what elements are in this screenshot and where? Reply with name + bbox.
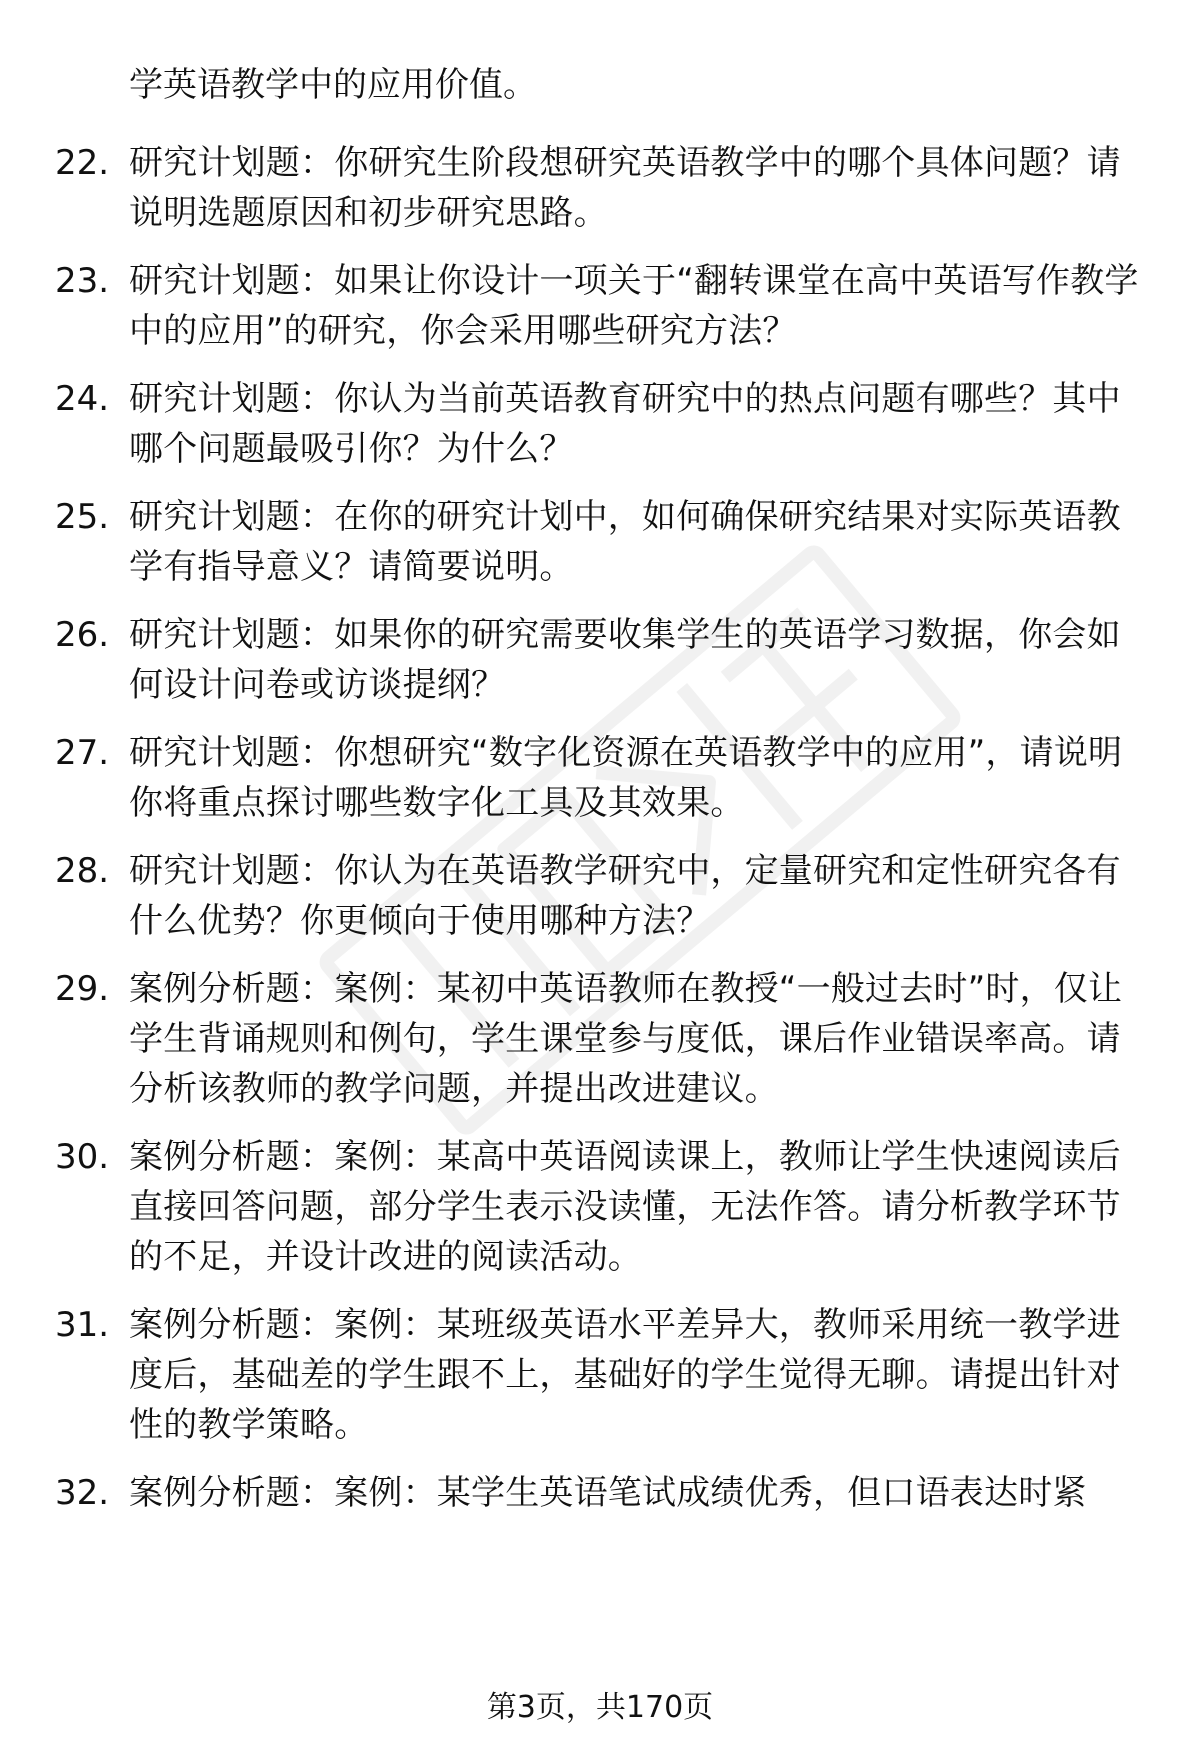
list-item [55,1468,1145,1518]
question-number: 22. [55,143,110,183]
question-text: 研究计划题：你认为在英语教学研究中，定量研究和定性研究各有什么优势？你更倾向于使用哪种方法？ [129,851,1121,941]
question-number: 27. [55,733,110,773]
list-item [55,610,1145,710]
list-item [55,728,1145,828]
question-text: 案例分析题：案例：某初中英语教师在教授“一般过去时”时，仅让学生背诵规则和例句，学生课堂参与度低，课后作业错误率高。请分析该教师的教学问题，并提出改进建议。 [129,969,1123,1109]
question-text: 研究计划题：如果你的研究需要收集学生的英语学习数据，你会如何设计问卷或访谈提纲？ [129,615,1121,705]
question-number: 23. [55,261,110,301]
question-text: 研究计划题：在你的研究计划中，如何确保研究结果对实际英语教学有指导意义？请简要说明。 [129,497,1121,587]
question-number: 28. [55,851,110,891]
list-item [55,846,1145,946]
question-number: 24. [55,379,110,419]
list-item [55,964,1145,1114]
list-item [55,256,1145,356]
question-number: 31. [55,1305,110,1345]
page-footer: 第3页，共170页 [486,1690,714,1725]
question-text: 研究计划题：你想研究“数字化资源在英语教学中的应用”，请说明你将重点探讨哪些数字化工具及其效果。 [129,733,1123,823]
question-number: 32. [55,1473,110,1513]
question-text: 案例分析题：案例：某班级英语水平差异大，教师采用统一教学进度后，基础差的学生跟不上，基础好的学生觉得无聊。请提出针对性的教学策略。 [129,1305,1121,1445]
list-item [55,492,1145,592]
question-text: 研究计划题：你认为当前英语教育研究中的热点问题有哪些？其中哪个问题最吸引你？为什么？ [129,379,1121,469]
question-list [55,60,1145,1518]
continued-text: 学英语教学中的应用价值。 [129,65,537,105]
question-text: 案例分析题：案例：某学生英语笔试成绩优秀，但口语表达时紧 [129,1473,1087,1513]
list-item [55,138,1145,238]
question-text: 案例分析题：案例：某高中英语阅读课上，教师让学生快速阅读后直接回答问题，部分学生表示没读懂，无法作答。请分析教学环节的不足，并设计改进的阅读活动。 [129,1137,1121,1277]
question-text: 研究计划题：你研究生阶段想研究英语教学中的哪个具体问题？请说明选题原因和初步研究思路。 [129,143,1121,233]
question-number: 25. [55,497,110,537]
list-item [55,374,1145,474]
question-text: 研究计划题：如果让你设计一项关于“翻转课堂在高中英语写作教学中的应用”的研究，你会采用哪些研究方法？ [129,261,1139,351]
list-item [55,1132,1145,1282]
question-number: 26. [55,615,110,655]
question-number: 29. [55,969,110,1009]
question-number: 30. [55,1137,110,1177]
list-item [55,1300,1145,1450]
